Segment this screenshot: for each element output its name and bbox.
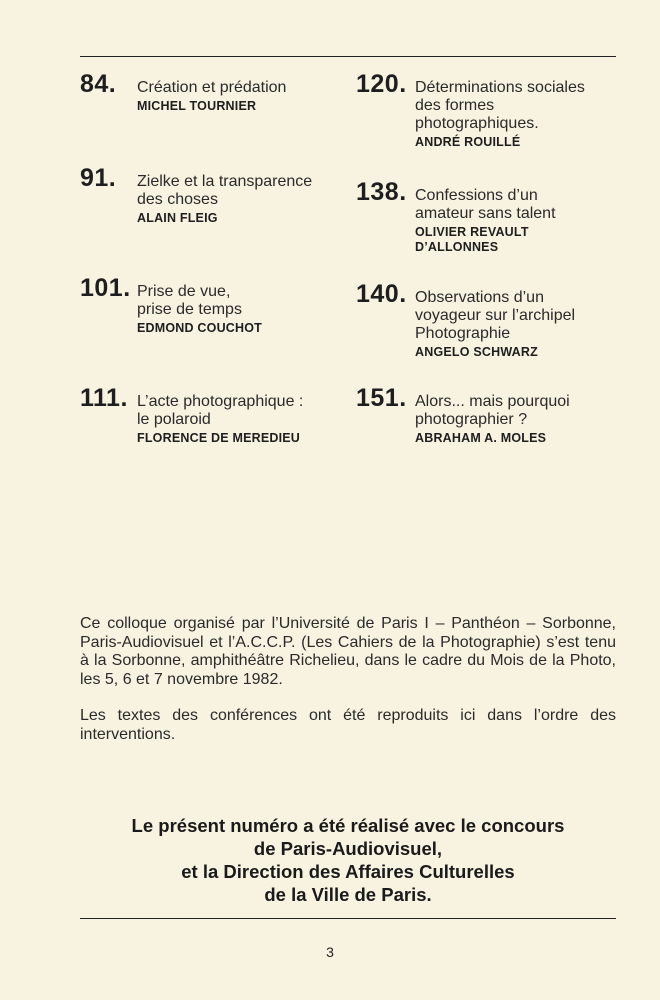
article-author: OLIVIER REVAULT D’ALLONNES [415,225,529,254]
article-title: Création et prédation [137,79,287,96]
article-author: ANDRÉ ROUILLÉ [415,135,521,149]
bottom-rule [80,918,616,919]
page-number-ref: 120. [356,70,407,98]
article-author: ANGELO SCHWARZ [415,345,538,359]
page-number: 3 [326,944,334,960]
page-number-ref: 91. [80,164,117,192]
article-title: Prise de vue, prise de temps [137,283,242,318]
page-number-ref: 138. [356,178,407,206]
article-title: Déterminations sociales des formes photographiques. [415,79,585,132]
article-author: EDMOND COUCHOT [137,321,263,335]
order-note-paragraph: Les textes des conférences ont été reproduits ici dans l’ordre des interventions. [80,707,616,743]
article-author: MICHEL TOURNIER [137,99,257,113]
article-title: L’acte photographique : le polaroid [137,393,304,428]
article-title: Confessions d’un amateur sans talent [415,187,556,222]
article-title: Observations d’un voyageur sur l’archipel Photographie [415,289,576,342]
article-author: ALAIN FLEIG [137,211,218,225]
page-number-ref: 140. [356,280,407,308]
credit-line: et la Direction des Affaires Culturelles [181,861,515,882]
page-number-ref: 111. [80,384,128,412]
article-title: Alors... mais pourquoi photographier ? [415,393,570,428]
sponsor-credit [80,814,616,906]
top-rule [80,56,616,57]
page-number-ref: 151. [356,384,407,412]
colloquium-paragraph: Ce colloque organisé par l’Université de Paris I – Panthéon – Sorbonne, Paris-Audiovisuel et l’A.C.C.P. (Les Cahiers de la Photographie) s’est tenu à la Sorbonne, amphithéâtre Richelieu, dans le cadre du Mois de la Photo, les 5, 6 et 7 novembre 1982. [80,615,616,688]
page-number-ref: 101. [80,274,131,302]
article-author: FLORENCE DE MEREDIEU [137,431,301,445]
article-title: Zielke et la transparence des choses [137,173,313,208]
article-author: ABRAHAM A. MOLES [415,431,547,445]
credit-line: de Paris-Audiovisuel, [253,838,443,859]
credit-line: de la Ville de Paris. [264,884,432,905]
credit-line: Le présent numéro a été réalisé avec le concours [131,815,565,836]
page-number-ref: 84. [80,70,117,98]
